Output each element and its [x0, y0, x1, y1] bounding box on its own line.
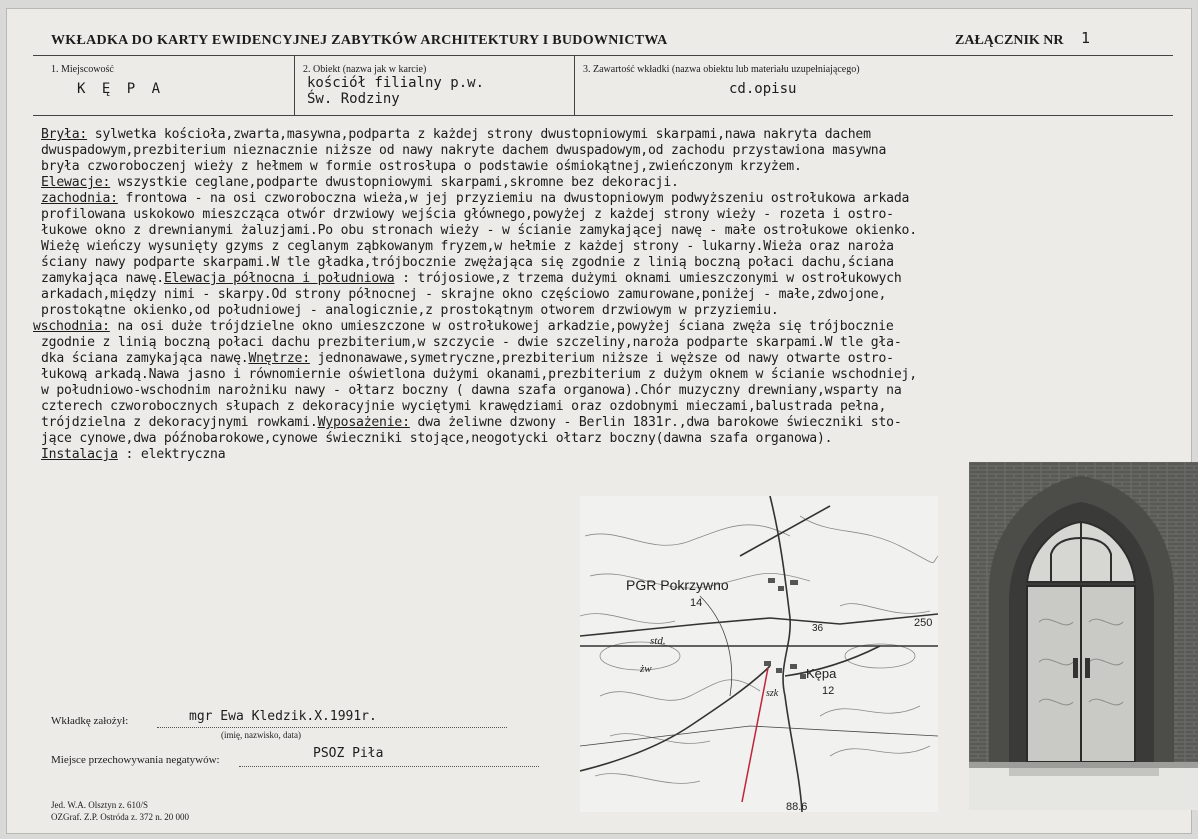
made-by-caption: (imię, nazwisko, data) [221, 730, 301, 740]
map-label-szk: szk [766, 688, 779, 699]
desc-line: zgodnie z linią boczną połaci dachu prezbiterium,w szczycie - dwie szczeliny,naroża podparte skarpami.W tle gła- [41, 335, 902, 350]
storage-label: Miejsce przechowywania negatywów: [51, 754, 220, 766]
desc-line: zachodnia: frontowa - na osi czworoboczna wieża,w jej przyziemiu na dwustopniowym podwyższeniu ostrołukowa arkada [41, 191, 910, 206]
heading-wschodnia: wschodnia: [33, 319, 110, 334]
storage-value: PSOZ Piła [313, 746, 384, 761]
made-by-label: Wkładkę założył: [51, 715, 129, 727]
heading-elewacje: Elewacje: [41, 175, 111, 190]
desc-line: w południowo-wschodnim narożniku nawy - ołtarz boczny ( dawna szafa organowa).Chór muzyczny drewniany,wsparty na [41, 383, 902, 398]
desc-line: dka ściana zamykająca nawę.Wnętrze: jednonawawe,symetryczne,prezbiterium niższe i węższe od nawy otwarte ostro- [41, 351, 894, 366]
topographic-map [580, 496, 938, 812]
annex-number: 1 [1081, 29, 1091, 47]
card-title: WKŁADKA DO KARTY EWIDENCYJNEJ ZABYTKÓW ARCHITEKTURY I BUDOWNICTWA [51, 33, 668, 48]
location-map [580, 496, 938, 812]
field-location-label: 1. Miejscowość [51, 64, 114, 75]
map-label-zw: żw [640, 663, 652, 675]
made-by-value: mgr Ewa Kledzik.X.1991r. [189, 709, 377, 724]
desc-line: Wieżę wieńczy wysunięty gzyms z ceglanym ząbkowanym fryzem,w hełmie z każdej strony - lukarny.Wieża oraz naroża [41, 239, 894, 254]
field-contents-value: cd.opisu [729, 81, 797, 97]
field-object-value-1: kościół filialny p.w. [307, 75, 485, 91]
header-rule [33, 55, 1173, 56]
print-info-2: OZGraf. Z.P. Ostróda z. 372 n. 20 000 [51, 812, 189, 822]
desc-line: profilowana uskokowo mieszcząca otwór drzwiowy wejścia głównego,powyżej z każdej strony wieży - rozeta i ostro- [41, 207, 894, 222]
desc-line: jące cynowe,dwa późnobarokowe,cynowe świeczniki stojące,neogotycki ołtarz boczny(dawna szafa organowa). [41, 431, 833, 446]
desc-line: ściany nawy podparte skarpami.W tle gładka,trójbocznie zwężająca się zgodnie z linią boczną połaci dachu,ściana [41, 255, 894, 270]
made-by-line [157, 727, 507, 728]
desc-line: trójdzielna z dekoracyjnymi rowkami.Wyposażenie: dwa żeliwne dzwony - Berlin 1831r.,dwa barokowe świeczniki sto- [41, 415, 902, 430]
church-portal-photo [969, 462, 1198, 810]
map-label-14: 14 [690, 597, 703, 609]
map-label-12: 12 [822, 685, 835, 697]
desc-line: wschodnia: na osi duże trójdzielne okno umieszczone w ostrołukowej arkadzie,powyżej ściana zwęża się trójbocznie [33, 319, 894, 334]
desc-line: zamykająca nawę.Elewacja północna i południowa : trójosiowe,z trzema dużymi oknami umieszczonymi w ostrołukowych [41, 271, 902, 286]
fields-rule [33, 115, 1173, 116]
field-object-value-2: Św. Rodziny [307, 91, 400, 107]
heading-instalacja: Instalacja [41, 447, 118, 462]
map-label-pgr: PGR Pokrzywno [626, 577, 729, 593]
heading-elewacja-pn-pd: Elewacja północna i południowa [163, 271, 395, 286]
map-label-250: 250 [914, 617, 933, 629]
desc-line: bryła czworoboczenj wieży z hełmem w formie ostrosłupa o podstawie ośmiokątnej,zwieńczonym krzyżem. [41, 159, 802, 174]
print-info-1: Jed. W.A. Olsztyn z. 610/S [51, 800, 149, 810]
map-label-886: 88.6 [786, 801, 808, 812]
map-label-kepa: Kępa [806, 666, 837, 681]
heading-zachodnia: zachodnia: [41, 191, 118, 206]
desc-line: dwuspadowym,prezbiterium nieznacznie niższe od nawy nakryte dachem dwuspadowym,od zachodu przystawiona masywna [41, 143, 887, 158]
field-divider-1 [294, 55, 295, 115]
map-label-std: std. [650, 635, 666, 647]
desc-line: prostokątne okienko,od południowej - analogicznie,z prostokątnym otworem drzwiowym w przyziemiu. [41, 303, 779, 318]
field-object-label: 2. Obiekt (nazwa jak w karcie) [303, 64, 427, 75]
desc-line: Instalacja : elektryczna [41, 447, 226, 462]
annex-label: ZAŁĄCZNIK NR [955, 33, 1064, 48]
heading-wyposazenie: Wyposażenie: [317, 415, 410, 430]
field-divider-2 [574, 55, 575, 115]
field-location-value: K Ę P A [77, 81, 165, 97]
map-label-36: 36 [812, 623, 824, 634]
heading-wnetrze: Wnętrze: [248, 351, 310, 366]
desc-line: łukową arkadą.Nawa jasno i równomiernie oświetlona dużymi okanami,prezbiterium z dużym oknem w ścianie wschodniej, [41, 367, 917, 382]
desc-line: Elewacje: wszystkie ceglane,podparte dwustopniowymi skarpami,skromne bez dekoracji. [41, 175, 679, 190]
heading-bryla: Bryła: [41, 127, 88, 142]
record-card [6, 8, 1192, 834]
portal-photo-drawing [969, 462, 1198, 810]
desc-line: Bryła: sylwetka kościoła,zwarta,masywna,podparta z każdej strony dwustopniowymi skarpami,nawa nakryta dachem [41, 127, 871, 142]
desc-line: czterech czworobocznych słupach z dekoracyjnie wyciętymi krawędziami oraz ozdobnymi mieczami,balustrada pełna, [41, 399, 887, 414]
desc-line: łukowe okno z drewnianymi żaluzjami.Po obu stronach wieży - w ścianie zamykającej nawę - małe ostrołukowe okienko. [41, 223, 917, 238]
storage-line [239, 766, 539, 767]
field-contents-label: 3. Zawartość wkładki (nazwa obiektu lub materiału uzupełniającego) [583, 64, 860, 75]
desc-line: arkadach,między nimi - skarpy.Od strony północnej - skrajne okno częściowo zamurowane,poniżej - małe,zdwojone, [41, 287, 887, 302]
description-text [33, 127, 1171, 463]
